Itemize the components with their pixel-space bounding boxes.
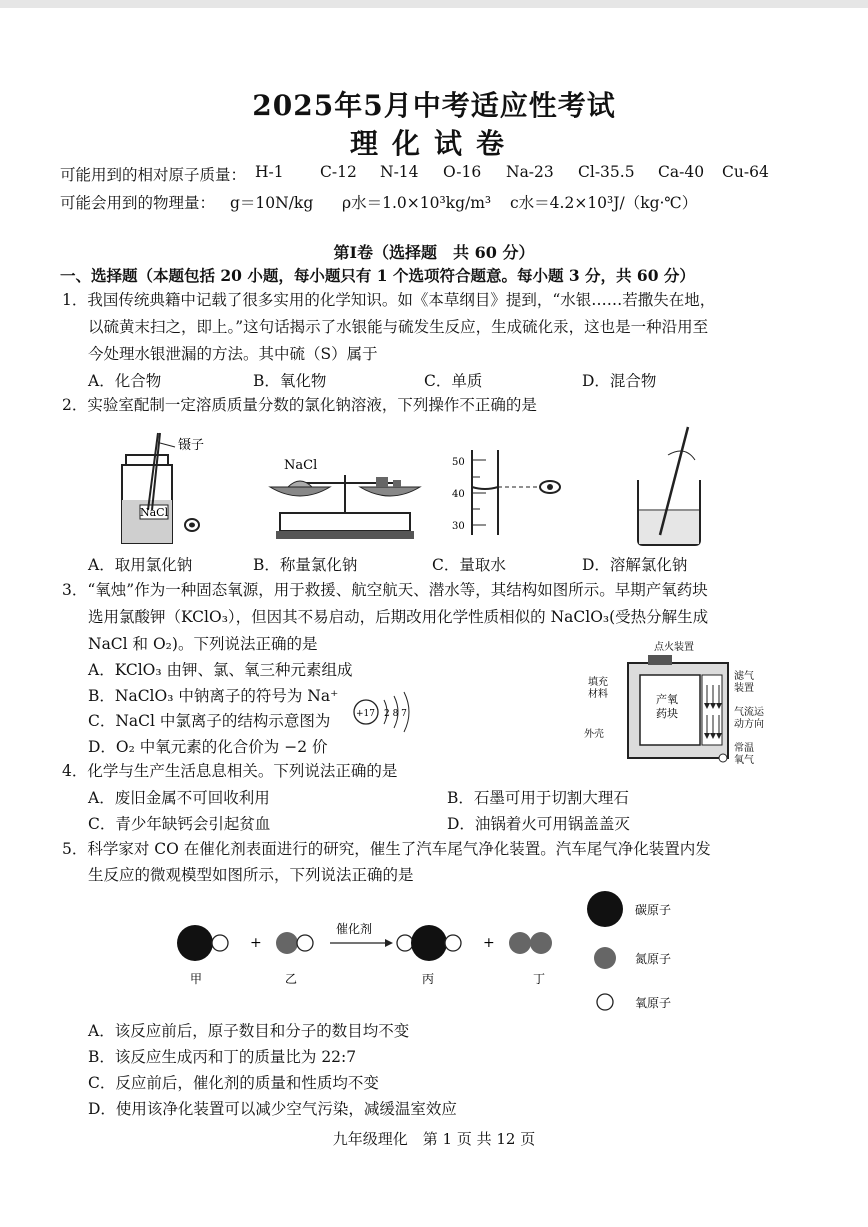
svg-text:气流运: 气流运 [734,707,764,718]
q1-line1: 1．我国传统典籍中记载了很多实用的化学知识。如《本草纲目》提到，“水银……若撒失在地， [62,291,716,309]
svg-text:氧气: 氧气 [734,755,754,766]
q1-option-d: D．混合物 [582,372,657,390]
q4-option-a: A．废旧金属不可回收利用 [88,789,270,807]
svg-text:材料: 材料 [588,689,608,700]
oxygen-candle-figure [580,635,780,785]
q3-option-d: D．O₂ 中氧元素的化合价为 −2 价 [88,738,328,756]
svg-text:甲: 甲 [190,972,203,986]
exam-subtitle: 理化试卷 [349,127,518,160]
q2-stem: 2．实验室配制一定溶质质量分数的氯化钠溶液，下列操作不正确的是 [62,396,537,414]
svg-text:药块: 药块 [656,707,678,720]
page-footer: 九年级理化 第 1 页 共 12 页 [332,1130,536,1148]
q3-line2: 选用氯酸钾（KClO₃），但因其不易启动，后期改用化学性质相似的 NaClO₃(受热分解生成 [88,608,709,626]
svg-text:装置: 装置 [734,683,754,694]
q4-stem: 4．化学与生产生活息息相关。下列说法正确的是 [62,762,398,780]
scan-top-edge [0,0,868,8]
section-header: 一、选择题（本题包括 20 小题，每小题只有 1 个选项符合题意。每小题 3 分，共 60 分） [60,266,695,285]
q1-line2: 以硫黄末扫之，即上。”这句话揭示了水银能与硫发生反应，生成硫化汞，这也是一种沿用至 [88,318,709,336]
q5-line1: 5．科学家对 CO 在催化剂表面进行的研究，催生了汽车尾气净化装置。汽车尾气净化装置内发 [62,840,711,858]
q3-option-a: A．KClO₃ 由钾、氯、氧三种元素组成 [88,661,353,679]
q2-option-a: A．取用氯化钠 [88,556,193,574]
reaction-model-figure [150,885,710,1020]
svg-text:+: + [250,935,262,951]
tick-30: 30 [452,521,465,532]
svg-text:+17: +17 [356,709,375,719]
svg-text:滤气: 滤气 [734,671,754,682]
legend-nitrogen: 氮原子 [635,952,672,966]
q1-option-c: C．单质 [424,372,483,390]
q5-option-c: C．反应前后，催化剂的质量和性质均不变 [88,1074,379,1092]
physical-quantities-line: 可能会用到的物理量： g＝10N/kg ρ水＝1.0×10³kg/m³ c水＝4.2×10³J/（kg·℃） [60,194,698,212]
q5-option-a: A．该反应前后，原子数目和分子的数目均不变 [88,1022,410,1040]
label-jar-nacl: NaCl [140,506,169,519]
svg-text:产氧: 产氧 [656,693,678,706]
q5-option-d: D．使用该净化装置可以减少空气污染，减缓温室效应 [88,1100,457,1118]
chloride-ion-diagram [350,688,420,736]
tick-50: 50 [452,457,465,468]
svg-text:丙: 丙 [422,972,435,986]
label-tweezers: 镊子 [178,438,205,453]
q1-line3: 今处理水银泄漏的方法。其中硫（S）属于 [88,345,378,363]
svg-text:填充: 填充 [588,677,608,688]
q3-option-c: C．NaCl 中氯离子的结构示意图为 [88,712,331,730]
q3-option-b: B．NaClO₃ 中钠离子的符号为 Na⁺ [88,687,339,705]
svg-text:点火装置: 点火装置 [654,642,694,653]
beaker-figure [638,427,700,545]
svg-text:外壳: 外壳 [584,729,604,740]
q1-option-b: B．氧化物 [253,372,327,390]
q3-line3: NaCl 和 O₂)。下列说法正确的是 [88,635,318,653]
svg-text:+: + [483,935,495,951]
physical-quantities-label: 可能会用到的物理量： [60,194,216,212]
atomic-masses-label: 可能用到的相对原子质量： [60,166,247,184]
svg-text:常温: 常温 [734,743,754,754]
q4-option-b: B．石墨可用于切割大理石 [447,789,629,807]
tick-40: 40 [452,489,465,500]
svg-text:乙: 乙 [285,972,298,986]
svg-text:2 8 7: 2 8 7 [384,709,407,719]
q4-option-d: D．油锅着火可用锅盖盖灭 [447,815,630,833]
q2-option-c: C．量取水 [432,556,506,574]
q5-line2: 生反应的微观模型如图所示，下列说法正确的是 [88,866,414,884]
svg-text:动方向: 动方向 [734,719,764,730]
q4-option-c: C．青少年缺钙会引起贫血 [88,815,271,833]
q2-figures [100,425,740,550]
q2-option-d: D．溶解氯化钠 [582,556,688,574]
legend-carbon: 碳原子 [635,903,672,917]
part1-title: 第Ⅰ卷（选择题 共 60 分） [333,243,535,262]
cylinder-figure [472,450,560,535]
q2-option-b: B．称量氯化钠 [253,556,358,574]
label-nacl: NaCl [284,458,318,473]
q5-option-b: B．该反应生成丙和丁的质量比为 22:7 [88,1048,357,1066]
exam-title: 2025年5月中考适应性考试 [252,89,616,122]
atomic-masses-line: 可能用到的相对原子质量： H-1 C-12 N-14 O-16 Na-23 Cl-35.5 Ca-40 Cu-64 [60,163,769,184]
q1-option-a: A．化合物 [88,372,162,390]
legend-oxygen: 氧原子 [635,996,672,1010]
q3-line1: 3．“氧烛”作为一种固态氧源，用于救援、航空航天、潜水等，其结构如图所示。早期产氧药块 [62,581,708,599]
catalyst-label: 催化剂 [336,922,373,936]
balance-figure [270,475,420,539]
svg-text:丁: 丁 [533,972,546,986]
